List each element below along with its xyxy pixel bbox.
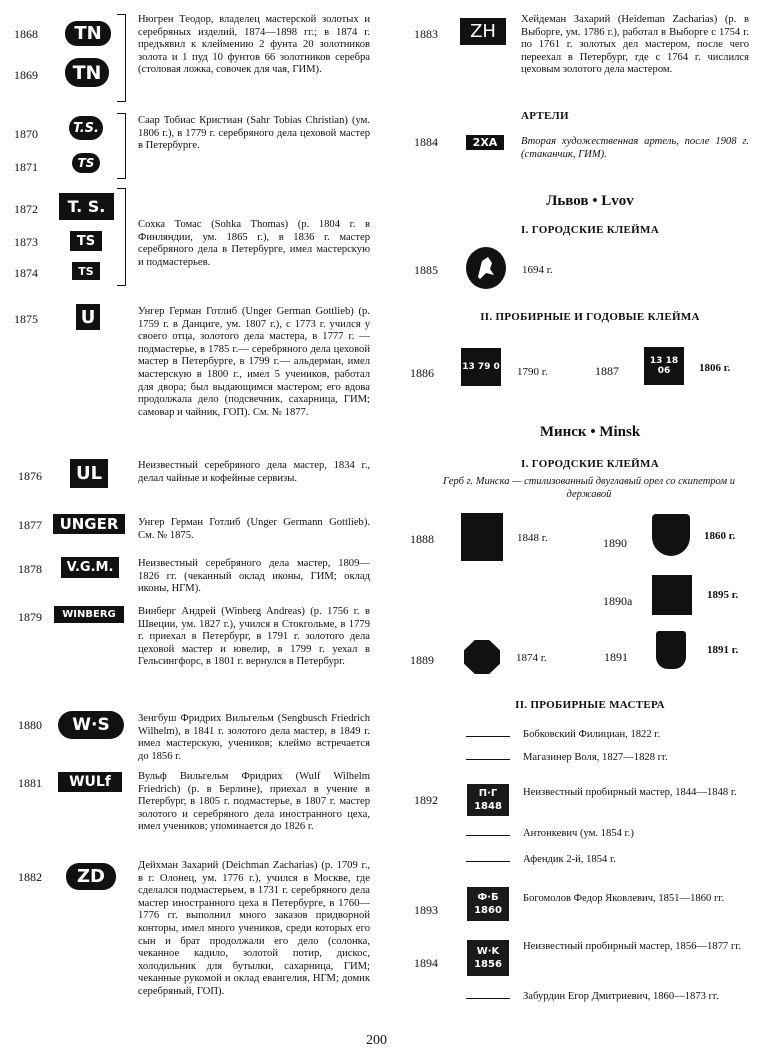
entry-description: Саар Тобиас Кристиан (Sahr Tobias Christian) (ум. 1806 г.), в 1779 г. серебряного дела цеховой мастер в Петербурге. — [138, 115, 370, 152]
assay-mark: 13 79 0 — [461, 348, 501, 386]
year-label: 1874 г. — [516, 652, 547, 664]
entry-number: 1876 — [18, 469, 42, 483]
crown-mark-icon — [464, 640, 500, 674]
entry-number: 1886 — [410, 366, 434, 380]
year-label: 1891 г. — [707, 644, 739, 656]
assayer-name: Неизвестный пробирный мастер, 1844—1848 г. — [523, 787, 737, 798]
section-heading: I. ГОРОДСКИЕ КЛЕЙМА — [521, 224, 659, 236]
entry-number: 1878 — [18, 562, 42, 576]
section-heading: I. ГОРОДСКИЕ КЛЕЙМА — [521, 458, 659, 470]
entry-number: 1868 — [14, 27, 38, 41]
assayer-name: Бобковский Филициан, 1822 г. — [523, 729, 661, 740]
hallmark: TS — [70, 231, 102, 251]
entry-number: 1883 — [414, 27, 438, 41]
hallmark: TS — [72, 262, 100, 280]
assayer-name: Забурдин Егор Дмитриевич, 1860—1873 гг. — [523, 991, 719, 1002]
entry-number: 1890 — [603, 536, 627, 550]
entry-number: 1882 — [18, 870, 42, 884]
hallmark: 2XA — [466, 135, 504, 150]
year-label: 1806 г. — [699, 362, 731, 374]
entry-number: 1875 — [14, 312, 38, 326]
entry-number: 1873 — [14, 235, 38, 249]
entry-number: 1893 — [414, 903, 438, 917]
entry-number: 1894 — [414, 956, 438, 970]
hallmark: W·S — [58, 711, 124, 739]
entry-number: 1877 — [18, 518, 42, 532]
year-label: 1860 г. — [704, 530, 736, 542]
bracket — [117, 14, 126, 102]
entry-number: 1881 — [18, 776, 42, 790]
coat-description: Герб г. Минска — стилизованный двуглавый орел со скипетром и державой — [443, 476, 735, 500]
entry-description: Вторая художественная артель, после 1908 г. (стаканчик, ГИМ). — [521, 136, 749, 160]
assay-mark: W·K 1856 — [467, 940, 509, 976]
dash — [466, 759, 510, 760]
hallmark: UL — [70, 459, 108, 488]
lion-mark-icon — [466, 247, 506, 289]
entry-number: 1871 — [14, 160, 38, 174]
assayer-name: Афендик 2-й, 1854 г. — [523, 854, 616, 865]
hallmark: ZD — [66, 863, 116, 890]
entry-description: Нюгрен Теодор, владелец мастерской золотых и серебряных изделий, 1874—1898 гг.; в 1874 г. предъявил к клеймению 2 фунта 20 золотников золота и 1 пуд 10 фунтов 66 золотников серебра (столовая ложка, совочек для чая, ГИМ). — [138, 14, 370, 76]
hallmark: TS — [72, 153, 100, 173]
city-title: Минск • Minsk — [539, 424, 641, 440]
entry-description: Вульф Вильгельм Фридрих (Wulf Wilhelm Friedrich) (р. в Берлине), приехал в учение в Петербург, в 1805 г. подмастерье, в 1807 г. мастер золотого и серебряного дела иностранного цеха, имел учеников; упоминается до 1826 г. — [138, 771, 370, 833]
assay-mark: П·Г 1848 — [467, 784, 509, 816]
hallmark: T. S. — [59, 193, 114, 220]
entry-number: 1887 — [595, 364, 619, 378]
page-number: 200 — [366, 1033, 387, 1048]
dash — [466, 861, 510, 862]
eagle-mark-icon — [652, 575, 692, 615]
entry-number: 1879 — [18, 610, 42, 624]
entry-description: Дейхман Захарий (Deichman Zacharias) (р. 1709 г., в г. Олонец, ум. 1776 г.), учился в Москве, где сделался подмастерьем, в 1731 г. серебряного дела мастер иностранного цеха в Петербурге, в 1760—1776 гг. выполнил много заказов придворной конторы, имел много учеников, среди которых его сын и брат продолжали его дело (солонка, чеканное кадило, золотой потир, дискос, холодильник для бутылки, сахарница, ГИМ; чеканные рукомой и оклад евангелия, НГМ; домик серебряный, ГОП). — [138, 860, 370, 997]
entry-number: 1884 — [414, 135, 438, 149]
entry-number: 1874 — [14, 266, 38, 280]
eagle-mark-icon — [461, 513, 503, 561]
hallmark: U — [76, 304, 100, 330]
entry-number: 1888 — [410, 532, 434, 546]
hallmark: WULf — [58, 772, 122, 792]
section-heading: АРТЕЛИ — [521, 110, 569, 122]
entry-description: Хейдеман Захарий (Heideman Zacharias) (р. в Выборге, ум. 1786 г.), работал в Выборге с 1754 г. по 1761 г. золотых дел мастером, после чего переехал в Петербург, где с 1764 г. числился цеховым золотого дела мастером. — [521, 14, 749, 76]
assayer-name: Неизвестный пробирный мастер, 1856—1877 гг. — [523, 941, 741, 952]
section-heading: II. ПРОБИРНЫЕ И ГОДОВЫЕ КЛЕЙМА — [480, 311, 700, 323]
hallmark: UNGER — [53, 514, 125, 534]
entry-description: Неизвестный серебряного дела мастер, 1809—1826 гг. (чеканный оклад иконы, ГИМ; оклад иконы, НГМ). — [138, 558, 370, 595]
entry-number: 1869 — [14, 68, 38, 82]
bracket — [117, 188, 126, 286]
year-label: 1694 г. — [522, 264, 553, 276]
entry-number: 1892 — [414, 793, 438, 807]
hallmark: TN — [65, 58, 109, 87]
hallmark: V.G.M. — [61, 557, 119, 578]
hallmark: TN — [65, 21, 111, 46]
hallmark: ZH — [460, 18, 506, 45]
assay-mark: 13 18 06 — [644, 347, 684, 385]
entry-description: Винберг Андрей (Winberg Andreas) (р. 1756 г. в Швеции, ум. 1827 г.), учился в Стокгольме, в 1779 г. приехал в Петербург, в 1791 г. золотого дела цеховой мастер и ювелир, в 1799 г. уехал в Гельсингфорс, в 1801 г. вернулся в Петербург. — [138, 606, 370, 668]
dash — [466, 998, 510, 999]
entry-description: Унгер Герман Готлиб (Unger Germann Gottlieb). См. № 1875. — [138, 517, 370, 541]
striped-shield-icon — [656, 631, 686, 669]
assayer-name: Богомолов Федор Яковлевич, 1851—1860 гг. — [523, 893, 725, 904]
dash — [466, 835, 510, 836]
entry-number: 1880 — [18, 718, 42, 732]
entry-number: 1889 — [410, 653, 434, 667]
entry-number: 1890а — [603, 594, 633, 608]
assay-mark: Ф·Б 1860 — [467, 887, 509, 921]
year-label: 1895 г. — [707, 589, 739, 601]
hallmark: T.S. — [69, 116, 103, 140]
year-label: 1790 г. — [517, 366, 548, 378]
year-label: 1848 г. — [517, 532, 548, 544]
entry-number: 1872 — [14, 202, 38, 216]
hallmark: WINBERG — [54, 606, 124, 623]
bracket — [117, 113, 126, 179]
entry-description: Неизвестный серебряного дела мастер, 1834 г., делал чайные и кофейные сервизы. — [138, 460, 370, 484]
assayer-name: Антонкевич (ум. 1854 г.) — [523, 828, 634, 839]
entry-description: Зенгбуш Фридрих Вильгельм (Sengbusch Friedrich Wilhelm), в 1841 г. золотого дела мастер, в 1849 г. имел мастерскую, учеников; клеймо встречается до 1856 г. — [138, 713, 370, 762]
city-title: Львов • Lvov — [546, 193, 634, 209]
entry-description: Сохка Томас (Sohka Thomas) (р. 1804 г. в Финляндии, ум. 1865 г.), в 1836 г. мастер серебряного дела в Петербурге, имел мастерскую и подмастерьев. — [138, 219, 370, 268]
entry-number: 1885 — [414, 263, 438, 277]
entry-description: Унгер Герман Готлиб (Unger German Gottlieb) (р. 1759 г. в Данциге, ум. 1807 г.), с 1773 г. учился у своего отца, золотого дела мастера, в 1777 г. — подмастерье, в 1785 г.— серебряного дела цеховой мастер в Петербурге, в 1799 г.— альдерман, имел мастерскую в 1800 г., имел 5 учеников, работал для двора; был выдающимся мастером; его вдова продолжала дело (подсвечник, сахарница, ГИМ; самовар и чайник, ГОП). См. № 1877. — [138, 306, 370, 418]
shield-eagle-icon — [652, 514, 690, 556]
dash — [466, 736, 510, 737]
assayer-name: Магазинер Воля, 1827—1828 гг. — [523, 752, 668, 763]
section-heading: II. ПРОБИРНЫЕ МАСТЕРА — [515, 699, 665, 711]
entry-number: 1891 — [604, 650, 628, 664]
entry-number: 1870 — [14, 127, 38, 141]
